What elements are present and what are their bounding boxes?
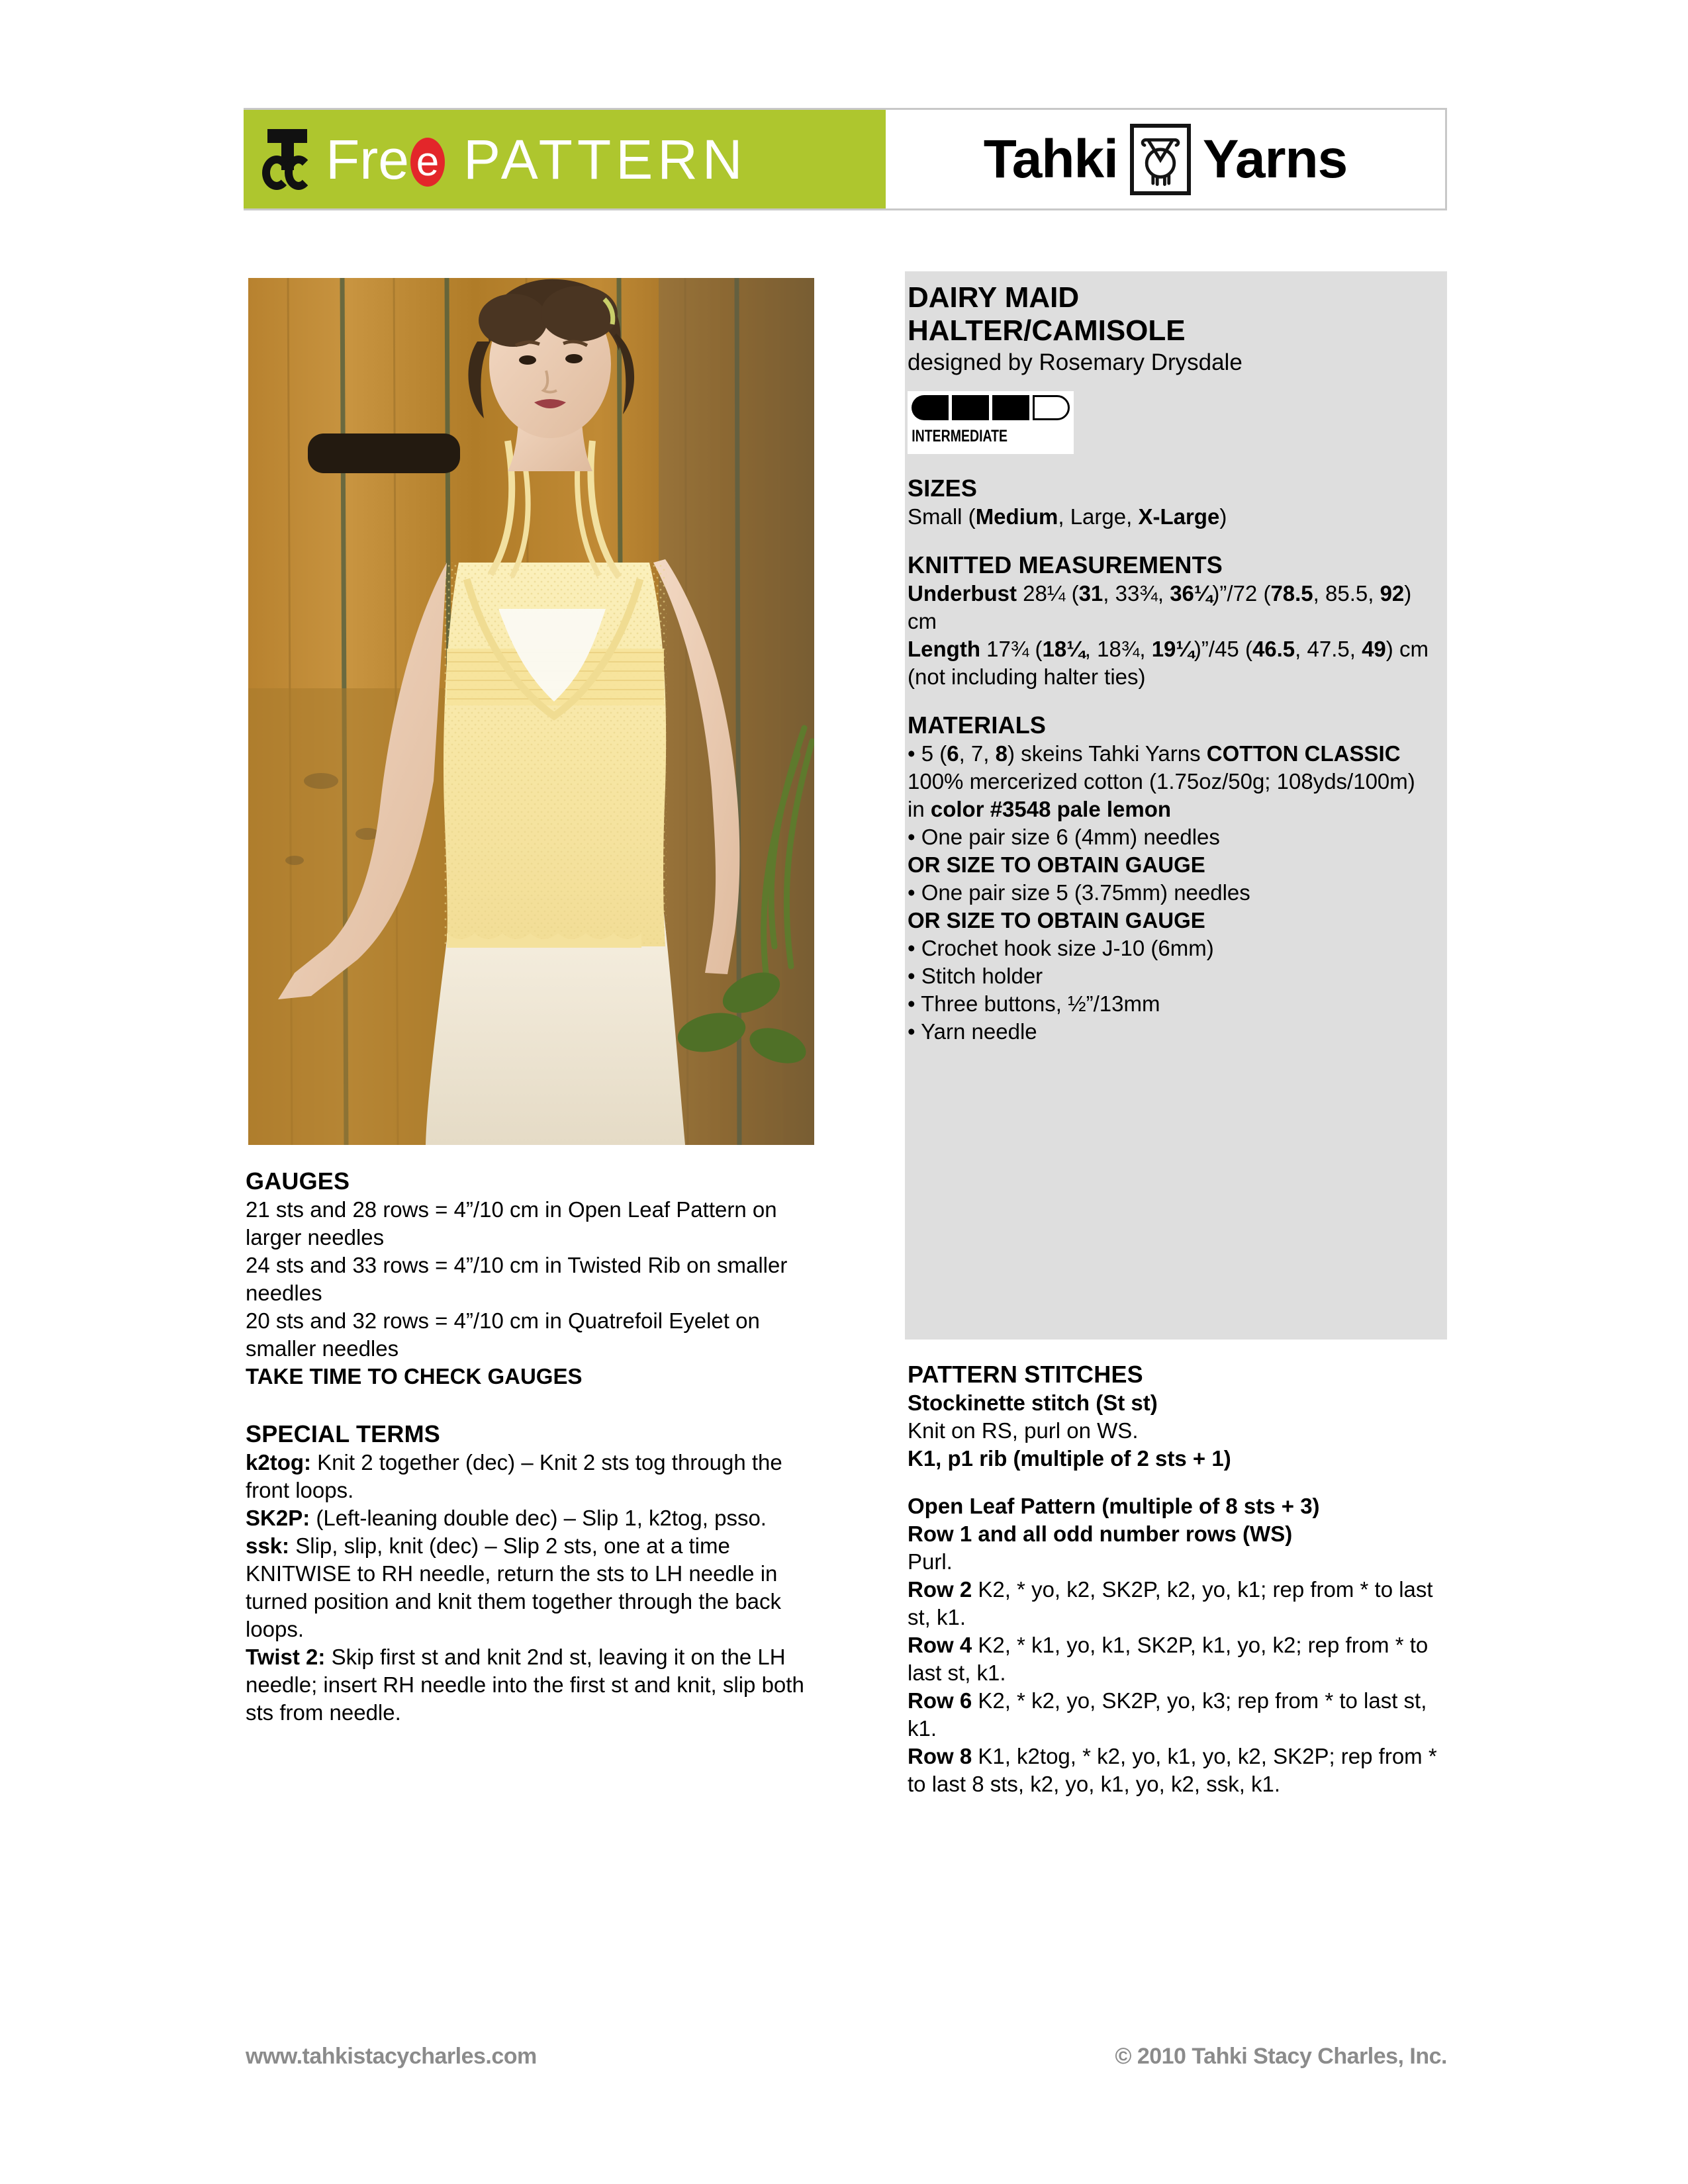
materials-item-buttons: • Three buttons, ½”/13mm [908, 991, 1160, 1016]
open-leaf-row-2: Row 2 K2, * yo, k2, SK2P, k2, yo, k1; rep from * to last st, k1. [908, 1577, 1433, 1629]
sizes-heading: SIZES [908, 475, 978, 502]
open-leaf-name: Open Leaf Pattern (multiple of 8 sts + 3) [908, 1494, 1320, 1518]
open-leaf-row-6: Row 6 K2, * k2, yo, SK2P, yo, k3; rep from * to last st, k1. [908, 1688, 1427, 1741]
free-pattern-banner [244, 110, 886, 208]
free-label: Fre e [326, 132, 446, 187]
page-header [244, 108, 1447, 210]
skill-bar-filled-3 [992, 395, 1029, 420]
skill-bar-filled-2 [952, 395, 989, 420]
brand-tahki-label: Tahki [983, 128, 1118, 189]
materials-gauge-note-1: OR SIZE TO OBTAIN GAUGE [908, 852, 1205, 877]
skill-bar-filled-1 [912, 395, 949, 420]
product-photo [248, 278, 814, 1145]
pattern-label: PATTERN [463, 128, 747, 191]
gauges-note: TAKE TIME TO CHECK GAUGES [246, 1364, 583, 1388]
footer-copyright: © 2010 Tahki Stacy Charles, Inc. [1115, 2044, 1447, 2069]
underbust-measurement: Underbust 28¼ (31, 33¾, 36¼)”/72 (78.5, 85.5, 92) cm [908, 581, 1412, 633]
special-term-k2tog: k2tog: Knit 2 together (dec) – Knit 2 sts tog through the front loops. [246, 1450, 782, 1502]
open-leaf-row-8: Row 8 K1, k2tog, * k2, yo, k1, yo, k2, SK2P; rep from * to last 8 sts, k2, yo, k1, yo, k2, ssk, k1. [908, 1744, 1437, 1796]
special-term-twist2: Twist 2: Skip first st and knit 2nd st, leaving it on the LH needle; insert RH needle into the first st and knit, slip both sts from needle. [246, 1645, 804, 1725]
special-terms-heading: SPECIAL TERMS [246, 1420, 440, 1447]
materials-item-needles-6: • One pair size 6 (4mm) needles [908, 825, 1220, 849]
materials-item-holder: • Stitch holder [908, 964, 1043, 988]
materials-heading: MATERIALS [908, 711, 1047, 739]
skill-bar-empty-4 [1033, 395, 1070, 420]
sheep-logo-icon [1130, 124, 1191, 195]
special-term-ssk: ssk: Slip, slip, knit (dec) – Slip 2 sts, one at a time KNITWISE to RH needle, return the sts to LH needle in turned position and knit them together through the back loops. [246, 1533, 782, 1641]
open-leaf-row-1-text: Purl. [908, 1549, 953, 1574]
brand-yarns-label: Yarns [1202, 128, 1348, 189]
pattern-info-column [908, 281, 1437, 1046]
open-leaf-row-1-label: Row 1 and all odd number rows (WS) [908, 1522, 1293, 1546]
skill-level-bars [908, 391, 1074, 422]
page-title: DAIRY MAID HALTER/CAMISOLE [908, 281, 1186, 347]
materials-item-hook: • Crochet hook size J-10 (6mm) [908, 936, 1214, 960]
materials-gauge-note-2: OR SIZE TO OBTAIN GAUGE [908, 908, 1205, 933]
stockinette-name: Stockinette stitch (St st) [908, 1390, 1158, 1415]
e-circle-icon: e [410, 138, 445, 187]
page-footer [246, 2044, 1447, 2070]
gauge-line-1: 21 sts and 28 rows = 4”/10 cm in Open Leaf Pattern on larger needles [246, 1197, 777, 1250]
sizes-value: Small (Medium, Large, X-Large) [908, 504, 1227, 529]
gauges-heading: GAUGES [246, 1167, 350, 1195]
pattern-stitches-column [908, 1360, 1437, 1798]
materials-item-yarn: • 5 (6, 7, 8) skeins Tahki Yarns COTTON CLASSIC 100% mercerized cotton (1.75oz/50g; 108yds/100m) in color #3548 pale lemon [908, 741, 1415, 821]
tsc-monogram-icon [258, 125, 315, 194]
open-leaf-row-4: Row 4 K2, * k1, yo, k1, SK2P, k1, yo, k2; rep from * to last st, k1. [908, 1633, 1429, 1685]
gauge-line-2: 24 sts and 33 rows = 4”/10 cm in Twisted Rib on smaller needles [246, 1253, 788, 1305]
measurements-heading: KNITTED MEASUREMENTS [908, 551, 1223, 578]
stockinette-description: Knit on RS, purl on WS. [908, 1418, 1139, 1443]
rib-name: K1, p1 rib (multiple of 2 sts + 1) [908, 1446, 1231, 1471]
length-measurement: Length 17¾ (18¼, 18¾, 19¼)”/45 (46.5, 47.5, 49) cm (not including halter ties) [908, 637, 1429, 689]
gauge-line-3: 20 sts and 32 rows = 4”/10 cm in Quatrefoil Eyelet on smaller needles [246, 1308, 760, 1361]
special-term-sk2p: SK2P: (Left-leaning double dec) – Slip 1, k2tog, psso. [246, 1506, 767, 1530]
footer-website[interactable]: www.tahkistacycharles.com [246, 2044, 537, 2069]
materials-item-yarn-needle: • Yarn needle [908, 1019, 1037, 1044]
brand-lockup [886, 110, 1445, 208]
materials-item-needles-5: • One pair size 5 (3.75mm) needles [908, 880, 1250, 905]
gauges-and-terms-column [246, 1167, 821, 1727]
skill-level-label: INTERMEDIATE [912, 427, 1008, 445]
designer-credit: designed by Rosemary Drysdale [908, 349, 1243, 375]
skill-level-indicator [908, 391, 1074, 454]
pattern-stitches-heading: PATTERN STITCHES [908, 1361, 1143, 1388]
